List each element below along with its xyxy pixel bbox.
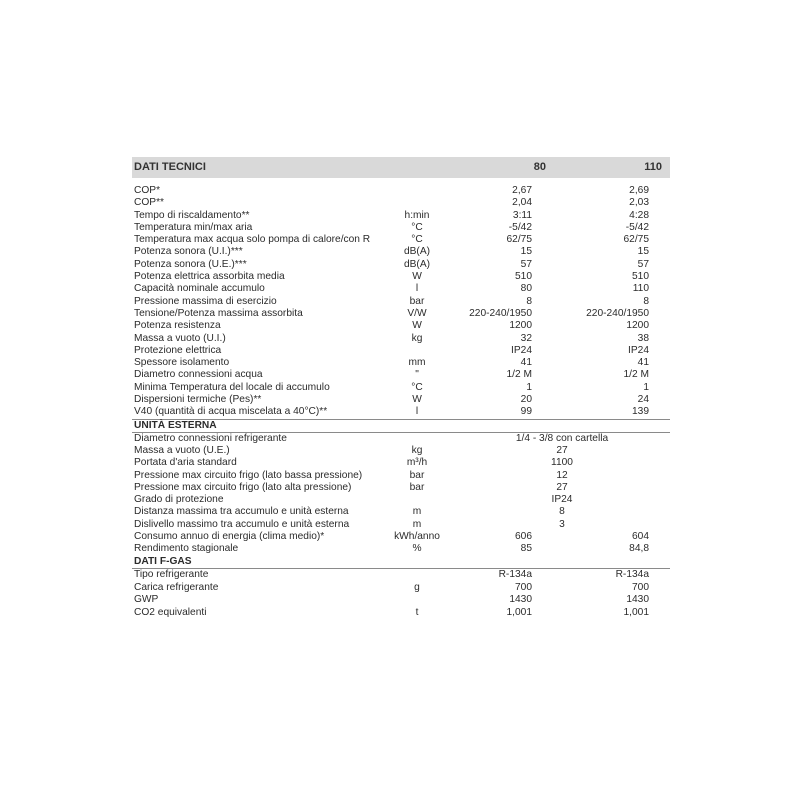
table-title: DATI TECNICI bbox=[134, 161, 206, 173]
row-value-110: 220-240/1950 bbox=[586, 307, 649, 319]
table-row bbox=[132, 582, 670, 595]
row-unit: bar bbox=[409, 469, 425, 481]
row-value-80: 3:11 bbox=[512, 209, 532, 221]
row-value-80: 2,67 bbox=[512, 185, 532, 196]
column-header-110: 110 bbox=[644, 161, 662, 173]
row-value-80: 1430 bbox=[509, 594, 532, 606]
row-unit: W bbox=[412, 394, 422, 406]
row-unit: °C bbox=[411, 234, 423, 246]
table-row bbox=[132, 210, 670, 222]
row-unit: bar bbox=[409, 295, 425, 307]
row-value-110: 15 bbox=[637, 246, 649, 258]
row-label: Spessore isolamento bbox=[134, 357, 230, 369]
row-label: Temperatura min/max aria bbox=[134, 221, 253, 233]
row-unit: kWh/anno bbox=[394, 531, 440, 543]
table-row bbox=[132, 594, 670, 607]
row-value-110: 24 bbox=[637, 394, 649, 406]
row-unit: kg bbox=[411, 444, 423, 456]
row-value-shared: IP24 bbox=[551, 494, 573, 506]
row-value-110: 1,001 bbox=[623, 607, 649, 619]
row-label: Pressione max circuito frigo (lato alta pressione) bbox=[134, 481, 352, 493]
row-value-80: 85 bbox=[520, 543, 532, 555]
table-row bbox=[132, 382, 670, 394]
row-label: CO2 equivalenti bbox=[134, 607, 207, 619]
row-value-80: 80 bbox=[520, 283, 532, 295]
table-row bbox=[132, 222, 670, 234]
table-row bbox=[132, 320, 670, 332]
table-header bbox=[132, 157, 670, 178]
row-unit: °C bbox=[411, 221, 423, 233]
row-value-80: 57 bbox=[520, 258, 532, 270]
table-row bbox=[132, 271, 670, 283]
row-label: Potenza resistenza bbox=[134, 320, 221, 332]
row-label: Tipo refrigerante bbox=[134, 568, 209, 580]
row-value-80: 220-240/1950 bbox=[469, 307, 532, 319]
table-row bbox=[132, 406, 670, 418]
row-unit: V/W bbox=[407, 307, 427, 319]
table-row bbox=[132, 197, 670, 209]
row-label: Consumo annuo di energia (clima medio)* bbox=[134, 531, 325, 543]
row-unit: % bbox=[412, 543, 422, 555]
row-value-110: 84,8 bbox=[629, 543, 649, 555]
row-label: Distanza massima tra accumulo e unità esterna bbox=[134, 506, 349, 518]
table-row bbox=[132, 283, 670, 295]
table-row bbox=[132, 259, 670, 271]
row-unit: dB(A) bbox=[403, 258, 431, 270]
section-dati-fgas: DATI F-GAS bbox=[132, 556, 670, 569]
table-row bbox=[132, 357, 670, 369]
row-label: Massa a vuoto (U.I.) bbox=[134, 332, 226, 344]
row-value-80: 1/2 M bbox=[506, 369, 532, 381]
row-value-110: 1/2 M bbox=[623, 369, 649, 381]
row-value-110: 1 bbox=[643, 381, 649, 393]
row-value-shared: 8 bbox=[559, 506, 565, 518]
row-label: GWP bbox=[134, 594, 159, 606]
table-row bbox=[132, 369, 670, 381]
row-unit: " bbox=[415, 369, 419, 381]
header-spacer bbox=[132, 178, 670, 185]
row-label: Pressione max circuito frigo (lato bassa pressione) bbox=[134, 469, 363, 481]
row-value-110: 110 bbox=[632, 283, 649, 295]
row-label: Portata d'aria standard bbox=[134, 457, 237, 469]
row-unit: m³/h bbox=[406, 457, 428, 469]
row-unit: mm bbox=[408, 357, 426, 369]
row-label: V40 (quantità di acqua miscelata a 40°C)** bbox=[134, 406, 328, 418]
technical-data-table bbox=[132, 157, 670, 620]
table-row bbox=[132, 569, 670, 582]
row-unit: kg bbox=[411, 332, 423, 344]
main-rows bbox=[132, 185, 670, 419]
row-label: Potenza elettrica assorbita media bbox=[134, 271, 285, 283]
table-row bbox=[132, 457, 670, 469]
row-value-110: 38 bbox=[637, 332, 649, 344]
table-row bbox=[132, 433, 670, 445]
row-value-110: 8 bbox=[643, 295, 649, 307]
row-label: Diametro connessioni acqua bbox=[134, 369, 263, 381]
row-value-110: 62/75 bbox=[623, 234, 649, 246]
row-unit: h:min bbox=[404, 209, 430, 221]
section-unita-esterna: UNITÀ ESTERNA bbox=[132, 419, 670, 433]
table-row bbox=[132, 308, 670, 320]
row-label: COP** bbox=[134, 197, 165, 209]
table-row bbox=[132, 394, 670, 406]
row-value-110: 510 bbox=[632, 271, 649, 283]
row-value-110: 57 bbox=[637, 258, 649, 270]
row-value-110: IP24 bbox=[628, 344, 649, 356]
row-label: Massa a vuoto (U.E.) bbox=[134, 444, 230, 456]
row-value-110: 1430 bbox=[626, 594, 649, 606]
row-value-110: 604 bbox=[632, 531, 649, 543]
row-value-80: 8 bbox=[526, 295, 532, 307]
row-value-shared: 3 bbox=[559, 518, 565, 530]
row-value-80: 20 bbox=[520, 394, 532, 406]
table-row bbox=[132, 445, 670, 457]
table-row bbox=[132, 519, 670, 531]
fgas-rows bbox=[132, 569, 670, 621]
row-value-110: 4:28 bbox=[629, 209, 649, 221]
row-value-shared: 1/4 - 3/8 con cartella bbox=[515, 432, 609, 444]
row-unit: l bbox=[415, 283, 419, 295]
row-value-80: -5/42 bbox=[508, 221, 532, 233]
row-label: Rendimento stagionale bbox=[134, 543, 239, 555]
row-unit: m bbox=[412, 506, 422, 518]
table-row bbox=[132, 185, 670, 197]
row-label: COP* bbox=[134, 185, 161, 196]
row-unit: g bbox=[414, 581, 420, 593]
row-unit: t bbox=[415, 607, 419, 619]
row-value-80: 1 bbox=[526, 381, 532, 393]
row-label: Dislivello massimo tra accumulo e unità esterna bbox=[134, 518, 350, 530]
row-value-shared: 27 bbox=[556, 444, 568, 456]
row-value-shared: 1100 bbox=[551, 457, 573, 469]
column-header-80: 80 bbox=[533, 161, 546, 173]
row-value-80: 510 bbox=[515, 271, 532, 283]
row-value-110: 2,03 bbox=[629, 197, 649, 209]
table-row bbox=[132, 296, 670, 308]
row-label: Protezione elettrica bbox=[134, 344, 222, 356]
row-value-80: 41 bbox=[520, 357, 532, 369]
row-unit: W bbox=[412, 271, 422, 283]
row-value-80: IP24 bbox=[511, 344, 532, 356]
table-row bbox=[132, 470, 670, 482]
row-label: Carica refrigerante bbox=[134, 581, 219, 593]
row-unit: m bbox=[412, 518, 422, 530]
row-label: Capacità nominale accumulo bbox=[134, 283, 265, 295]
table-row bbox=[132, 543, 670, 555]
row-unit: l bbox=[415, 406, 419, 418]
row-value-80: R-134a bbox=[498, 568, 532, 580]
row-unit: bar bbox=[409, 481, 425, 493]
row-label: Minima Temperatura del locale di accumulo bbox=[134, 381, 330, 393]
row-value-80: 1,001 bbox=[506, 607, 532, 619]
row-value-80: 606 bbox=[515, 531, 532, 543]
row-unit: dB(A) bbox=[403, 246, 431, 258]
row-value-shared: 27 bbox=[556, 481, 568, 493]
row-value-80: 99 bbox=[520, 406, 532, 418]
row-value-shared: 12 bbox=[556, 469, 568, 481]
row-label: Grado di protezione bbox=[134, 494, 224, 506]
table-row bbox=[132, 531, 670, 543]
row-value-110: 139 bbox=[632, 406, 649, 418]
table-row bbox=[132, 345, 670, 357]
row-value-80: 32 bbox=[520, 332, 532, 344]
row-unit: W bbox=[412, 320, 422, 332]
row-value-110: 700 bbox=[632, 581, 649, 593]
row-value-80: 15 bbox=[520, 246, 532, 258]
row-value-80: 62/75 bbox=[506, 234, 532, 246]
row-label: Potenza sonora (U.I.)*** bbox=[134, 246, 243, 258]
table-row bbox=[132, 333, 670, 345]
row-label: Tempo di riscaldamento** bbox=[134, 209, 250, 221]
row-label: Pressione massima di esercizio bbox=[134, 295, 277, 307]
row-value-80: 1200 bbox=[509, 320, 532, 332]
table-row bbox=[132, 494, 670, 506]
row-label: Diametro connessioni refrigerante bbox=[134, 432, 287, 444]
row-value-80: 2,04 bbox=[512, 197, 532, 209]
esterna-rows bbox=[132, 433, 670, 556]
table-row bbox=[132, 482, 670, 494]
table-row bbox=[132, 246, 670, 258]
table-row bbox=[132, 607, 670, 620]
table-row bbox=[132, 506, 670, 518]
row-value-80: 700 bbox=[515, 581, 532, 593]
table-row bbox=[132, 234, 670, 246]
row-label: Potenza sonora (U.E.)*** bbox=[134, 258, 247, 270]
row-label: Dispersioni termiche (Pes)** bbox=[134, 394, 262, 406]
row-value-110: 1200 bbox=[626, 320, 649, 332]
row-label: Temperatura max acqua solo pompa di calore/con R bbox=[134, 234, 371, 246]
row-value-110: 2,69 bbox=[629, 185, 649, 196]
row-label: Tensione/Potenza massima assorbita bbox=[134, 307, 303, 319]
row-unit: °C bbox=[411, 381, 423, 393]
row-value-110: 41 bbox=[637, 357, 649, 369]
row-value-110: R-134a bbox=[615, 568, 649, 580]
row-value-110: -5/42 bbox=[625, 221, 649, 233]
